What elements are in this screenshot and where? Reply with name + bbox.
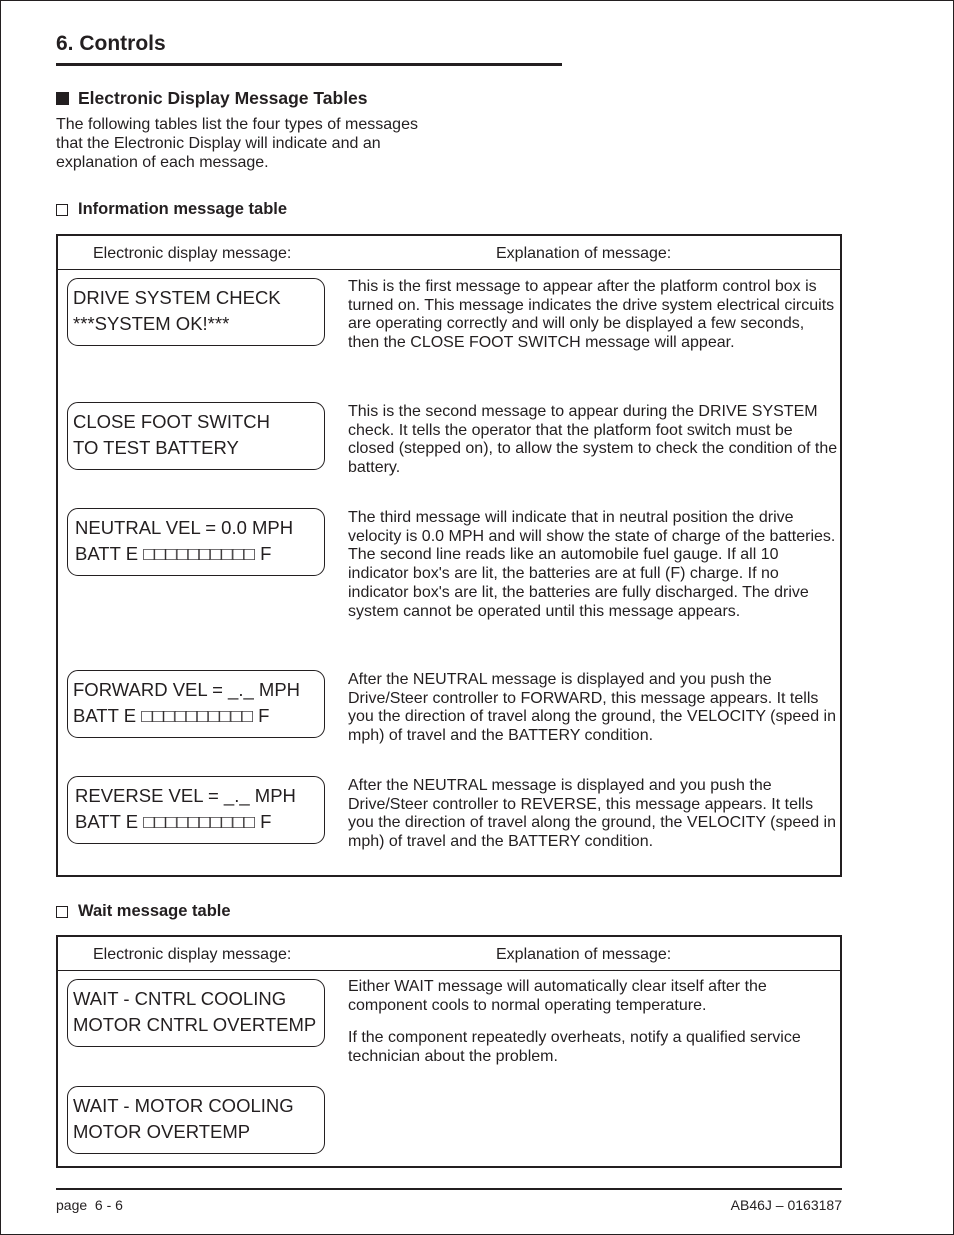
lcd-line-2: MOTOR CNTRL OVERTEMP: [73, 1014, 317, 1035]
message-explanation: This is the first message to appear after the platform control box is turned on. This message indicates the drive system electrical circuits are operating correctly and will only be displayed a few seconds, then the CLOSE FOOT SWITCH message will appear.: [348, 278, 835, 352]
lcd-display-message: [67, 1086, 325, 1154]
table-header: [58, 236, 840, 270]
subsection-title: Electronic Display Message Tables: [78, 88, 368, 108]
lcd-display-message: [67, 670, 325, 738]
message-explanation: This is the second message to appear during the DRIVE SYSTEM check. It tells the operator that the platform foot switch must be closed (stepped on), to allow the system to check the condition of the battery.: [348, 403, 838, 477]
lcd-line-1: WAIT - MOTOR COOLING: [73, 1095, 294, 1116]
lcd-line-2: TO TEST BATTERY: [73, 437, 239, 458]
lcd-line-2: ***SYSTEM OK!***: [73, 313, 230, 334]
message-explanation: The third message will indicate that in neutral position the drive velocity is 0.0 MPH and will show the state of charge of the batteries. The second line reads like an automobile fuel gauge. If all 10 indicator box's are lit, the batteries are at full (F) charge. If no indicator box's are lit, the batteries are fully discharged. The drive system cannot be operated until this message appears.: [348, 509, 836, 620]
lcd-line-1: FORWARD VEL = _._ MPH: [73, 679, 301, 700]
lcd-line-2: BATT E □□□□□□□□□□ F: [73, 705, 270, 726]
subsection-heading: [56, 88, 368, 109]
lcd-display-message: [67, 776, 325, 844]
section-title: 6. Controls: [56, 32, 166, 55]
caption-text: Information message table: [78, 200, 288, 218]
lcd-display-message: [67, 508, 325, 576]
open-checkbox-bullet-icon: [56, 204, 68, 216]
header-display-message: Electronic display message:: [93, 946, 292, 963]
lcd-line-2: BATT E □□□□□□□□□□ F: [75, 543, 272, 564]
information-message-table: [56, 234, 842, 877]
lcd-line-2: MOTOR OVERTEMP: [73, 1121, 251, 1142]
wait-table-caption: [56, 902, 231, 921]
lcd-display-message: [67, 402, 325, 470]
page-number: page 6 - 6: [56, 1197, 123, 1213]
title-rule: [56, 63, 562, 66]
wait-message-table: [56, 935, 842, 1168]
lcd-display-message: [67, 278, 325, 346]
lcd-line-1: CLOSE FOOT SWITCH: [73, 411, 271, 432]
lcd-line-1: NEUTRAL VEL = 0.0 MPH: [75, 517, 294, 538]
open-checkbox-bullet-icon: [56, 906, 68, 918]
header-display-message: Electronic display message:: [93, 245, 292, 262]
filled-square-bullet-icon: [56, 92, 69, 105]
message-explanation: After the NEUTRAL message is displayed and you push the Drive/Steer controller to REVERSE, this message appears. It tells you the direction of travel along the ground, the VELOCITY (speed in mph) of travel and the BATTERY condition.: [348, 777, 836, 851]
lcd-line-1: DRIVE SYSTEM CHECK: [73, 287, 281, 308]
table-header: [58, 937, 840, 971]
lcd-display-message: [67, 979, 325, 1047]
message-explanation-extra: If the component repeatedly overheats, notify a qualified service technician about the problem.: [348, 1029, 801, 1065]
header-explanation: Explanation of message:: [496, 946, 672, 963]
message-explanation: Either WAIT message will automatically clear itself after the component cools to normal operating temperature.: [348, 978, 767, 1014]
lcd-line-2: BATT E □□□□□□□□□□ F: [75, 811, 272, 832]
header-explanation: Explanation of message:: [496, 245, 672, 262]
message-explanation: After the NEUTRAL message is displayed and you push the Drive/Steer controller to FORWARD, this message appears. It tells you the direction of travel along the ground, the VELOCITY (speed in mph) of travel and the BATTERY condition.: [348, 671, 836, 745]
document-id: AB46J – 0163187: [730, 1197, 842, 1213]
lcd-line-1: REVERSE VEL = _._ MPH: [75, 785, 296, 806]
caption-text: Wait message table: [78, 902, 231, 920]
information-table-caption: [56, 200, 287, 219]
intro-paragraph: The following tables list the four types of messages that the Electronic Display will indicate and an explanation of each message.: [56, 116, 418, 171]
lcd-line-1: WAIT - CNTRL COOLING: [73, 988, 287, 1009]
footer-rule: [56, 1188, 842, 1190]
